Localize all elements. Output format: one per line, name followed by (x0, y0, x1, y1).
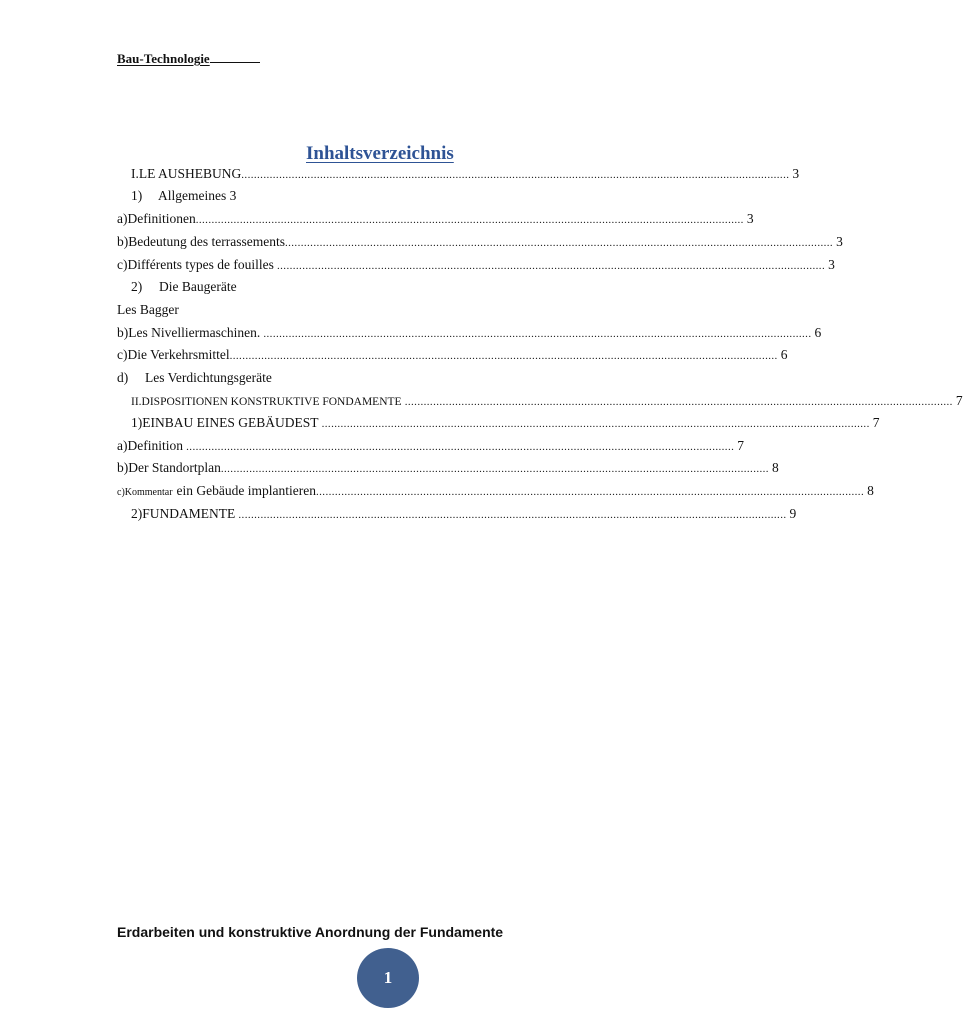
toc-entry[interactable] (117, 211, 754, 227)
toc-entry-page: 6 (814, 325, 822, 340)
toc-dot-leader: .............................................................................................................................................................................. (260, 328, 812, 340)
toc-entry-text: b)Der Standortplan (117, 460, 221, 475)
toc-entry[interactable] (131, 166, 800, 182)
toc-entry-text: LE AUSHEBUNG (138, 166, 242, 181)
toc-entry-page: 8 (867, 483, 874, 498)
toc-entry[interactable] (131, 506, 797, 522)
toc-entry-text-part: DISPOSITIONEN KONSTRUKTIVE FONDAMENTE (141, 396, 402, 408)
toc-entry[interactable] (131, 279, 237, 295)
toc-entry-text-small: Kommentar (124, 487, 173, 498)
toc-entry[interactable] (131, 415, 880, 431)
header-underline-gap (210, 51, 260, 63)
toc-entry-number: d) (117, 370, 129, 385)
toc-dot-leader: .............................................................................................................................................................................. (273, 260, 826, 272)
toc-dot-leader: .............................................................................................................................................................................. (241, 169, 790, 181)
toc-dot-leader: .............................................................................................................................................................................. (195, 214, 744, 226)
toc-entry-text: 1)EINBAU EINES GEBÄUDEST (131, 415, 319, 430)
toc-entry-page: 7 (872, 415, 880, 430)
toc-entry-text: Allgemeines 3 (158, 188, 237, 203)
toc-entry-text: Les Nivelliermaschinen. (128, 325, 261, 340)
toc-dot-leader: .............................................................................................................................................................................. (284, 237, 834, 249)
page-number-badge (357, 948, 419, 1008)
toc-entry[interactable] (117, 347, 788, 363)
toc-entry[interactable] (117, 325, 822, 341)
toc-entry-text: Die Verkehrsmittel (127, 347, 230, 362)
toc-entry-page: 9 (789, 506, 797, 521)
toc-entry-page: 3 (828, 257, 835, 272)
toc-entry[interactable] (117, 483, 874, 499)
toc-entry-text: Definition (127, 438, 183, 453)
toc-entry[interactable] (117, 234, 843, 250)
toc-entry[interactable] (117, 460, 779, 476)
page-number: 1 (383, 968, 393, 987)
toc-entry-number: I. (131, 166, 139, 181)
toc-entry[interactable] (117, 438, 744, 454)
running-header (117, 51, 260, 67)
toc-dot-leader: .............................................................................................................................................................................. (229, 350, 778, 362)
toc-entry-number: b) (117, 234, 129, 249)
toc-entry[interactable] (117, 257, 835, 273)
toc-entry-number: 2) (131, 506, 143, 521)
toc-entry-number: c) (117, 257, 128, 272)
toc-entry-number: c) (117, 487, 125, 498)
toc-entry-number: c) (117, 347, 128, 362)
toc-entry[interactable] (117, 370, 272, 386)
toc-entry-page: 3 (746, 211, 754, 226)
toc-entry-text: Die Baugeräte (159, 279, 237, 294)
toc-dot-leader: .............................................................................................................................................................................. (316, 486, 865, 498)
footer-title: Erdarbeiten und konstruktive Anordnung der Fundamente (117, 924, 504, 940)
toc-entry-number: a) (117, 438, 128, 453)
toc-title: Inhaltsverzeichnis (306, 143, 454, 164)
toc-dot-leader: .............................................................................................................................................................................. (220, 463, 769, 475)
toc-dot-leader: .............................................................................................................................................................................. (318, 418, 870, 430)
toc-entry-number: b) (117, 325, 129, 340)
toc-entry-page: 6 (780, 347, 788, 362)
toc-entry-text: Bedeutung des terrassements (128, 234, 285, 249)
toc-entry-page: 7 (955, 393, 963, 408)
toc-entry-text: Les Verdichtungsgeräte (145, 370, 272, 385)
running-header-text: Bau-Technologie (117, 51, 210, 66)
toc-entry-page: 7 (737, 438, 744, 453)
toc-entry-text (142, 393, 402, 410)
toc-entry-text: Différents types de fouilles (127, 257, 274, 272)
toc-entry-number: 1) (131, 188, 143, 203)
toc-entry-page: 3 (792, 166, 800, 181)
toc-entry[interactable] (117, 302, 179, 318)
toc-dot-leader: .............................................................................................................................................................................. (183, 441, 735, 453)
toc-entry-text: ein Gebäude implantieren (176, 483, 316, 498)
toc-entry-number: a) (117, 211, 128, 226)
toc-entry-page: 3 (836, 234, 843, 249)
toc-entry-text: Les Bagger (117, 302, 179, 317)
toc-entry[interactable] (131, 393, 963, 409)
toc-entry-number: 2) (131, 279, 143, 294)
toc-entry-text: FUNDAMENTE (142, 506, 236, 521)
toc-entry[interactable] (131, 188, 236, 204)
toc-entry-number: II. (131, 396, 142, 408)
toc-entry-page: 8 (771, 460, 779, 475)
toc-entry-text: Definitionen (127, 211, 196, 226)
toc-dot-leader: .............................................................................................................................................................................. (401, 396, 953, 408)
toc-dot-leader: .............................................................................................................................................................................. (235, 509, 787, 521)
